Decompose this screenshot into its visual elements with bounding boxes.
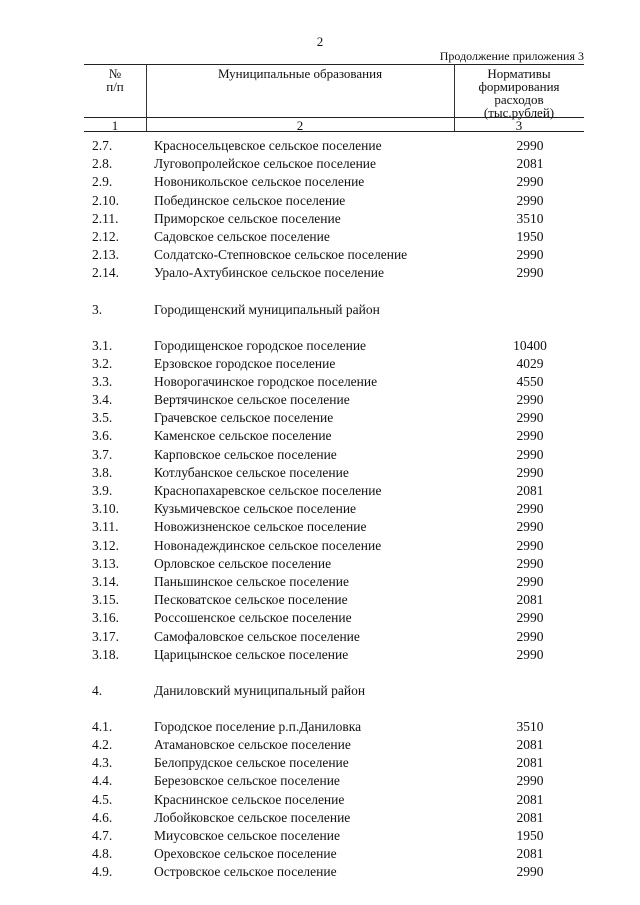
- table-row: [84, 609, 584, 627]
- row-number: 2.14.: [92, 265, 119, 281]
- row-name: Краснинское сельское поселение: [154, 791, 345, 807]
- row-value: 2081: [516, 791, 544, 807]
- row-number: 3.9.: [92, 483, 113, 498]
- table-row: [84, 718, 584, 736]
- row-name: Луговопролейское сельское поселение: [154, 156, 377, 172]
- header-num-3: 3: [515, 118, 523, 133]
- row-number: 4.1.: [92, 718, 113, 734]
- row-name: Городское поселение р.п.Даниловка: [154, 718, 362, 734]
- row-number: 3.12.: [92, 537, 119, 553]
- row-value: 2081: [516, 592, 544, 608]
- row-name: Грачевское сельское поселение: [154, 410, 334, 426]
- table-row: [84, 573, 584, 591]
- header-col-number-line2: п/п: [106, 79, 124, 94]
- table-row: [84, 628, 584, 646]
- table-row: [84, 264, 584, 282]
- row-number: 4.9.: [92, 864, 113, 880]
- row-name: Россошенское сельское поселение: [154, 610, 352, 626]
- row-value: 2990: [516, 864, 544, 880]
- row-number: 3.11.: [92, 519, 119, 535]
- row-name: Новожизненское сельское поселение: [154, 519, 367, 535]
- row-number: 4.7.: [92, 828, 113, 843]
- row-value: 2990: [516, 410, 544, 426]
- row-number: 2.10.: [92, 192, 119, 208]
- row-number: 4.3.: [92, 755, 113, 771]
- row-number: 4.5.: [92, 791, 113, 807]
- row-name: Новорогачинское городское поселение: [154, 373, 378, 389]
- row-name: Приморское сельское поселение: [154, 210, 341, 226]
- row-name: Красносельцевское сельское поселение: [154, 138, 382, 153]
- header-col-norms-line1: Нормативы: [487, 66, 551, 81]
- table-row: [84, 192, 584, 210]
- row-name: Миусовское сельское поселение: [154, 828, 340, 843]
- table-row: [84, 591, 584, 609]
- header-num-1: 1: [111, 118, 119, 133]
- table-row: [84, 537, 584, 555]
- row-number: 3.16.: [92, 610, 119, 626]
- row-number: 4.2.: [92, 737, 113, 753]
- table-row: [84, 754, 584, 772]
- section-name: Даниловский муниципальный район: [154, 682, 366, 698]
- row-value: 2990: [516, 192, 544, 208]
- row-name: Паньшинское сельское поселение: [154, 573, 349, 589]
- row-number: 3.3.: [92, 373, 113, 389]
- row-value: 2081: [516, 846, 544, 862]
- row-value: 2990: [516, 138, 544, 153]
- row-name: Самофаловское сельское поселение: [154, 628, 360, 644]
- row-name: Новоникольское сельское поселение: [154, 174, 365, 190]
- row-value: 2990: [516, 265, 544, 281]
- row-number: 3.2.: [92, 355, 113, 371]
- row-value: 2990: [516, 464, 544, 480]
- table-row: [84, 137, 584, 155]
- row-number: 3.8.: [92, 464, 113, 480]
- row-value: 2990: [516, 519, 544, 535]
- row-number: 3.7.: [92, 446, 113, 462]
- row-name: Белопрудское сельское поселение: [154, 755, 349, 771]
- section-number: 4.: [92, 682, 103, 698]
- row-value: 10400: [513, 337, 547, 353]
- section-spacer: [84, 283, 584, 295]
- row-number: 2.9.: [92, 174, 113, 190]
- row-value: 2990: [516, 646, 544, 662]
- table-row: [84, 246, 584, 264]
- table-row: [84, 555, 584, 573]
- row-number: 3.15.: [92, 592, 119, 608]
- row-number: 4.8.: [92, 846, 113, 862]
- table-row: [84, 863, 584, 881]
- row-name: Песковатское сельское поселение: [154, 592, 348, 608]
- section-spacer: [84, 664, 584, 676]
- header-col-norms-line3: расходов: [494, 92, 544, 107]
- row-name: Ерзовское городское поселение: [154, 355, 336, 371]
- table-header: [84, 64, 584, 132]
- row-value: 2990: [516, 555, 544, 571]
- row-name: Краснопахаревское сельское поселение: [154, 483, 382, 498]
- table-row: [84, 391, 584, 409]
- row-number: 3.10.: [92, 501, 119, 517]
- row-value: 2081: [516, 809, 544, 825]
- row-value: 2990: [516, 247, 544, 263]
- table-row: [84, 228, 584, 246]
- row-value: 1950: [516, 828, 544, 843]
- section-name: Городищенский муниципальный район: [154, 301, 380, 317]
- row-value: 3510: [516, 210, 544, 226]
- continuation-note: Продолжение приложения 3: [439, 49, 584, 63]
- table-row: [84, 173, 584, 191]
- table-row: [84, 155, 584, 173]
- row-value: 2081: [516, 156, 544, 172]
- row-value: 2990: [516, 501, 544, 517]
- row-name: Ореховское сельское поселение: [154, 846, 337, 862]
- row-value: 2081: [516, 755, 544, 771]
- row-name: Садовское сельское поселение: [154, 228, 330, 244]
- header-top-rule: [84, 64, 584, 65]
- row-value: 4029: [516, 355, 544, 371]
- row-number: 3.6.: [92, 428, 113, 444]
- table-body: [84, 137, 584, 882]
- row-number: 3.1.: [92, 337, 113, 353]
- table-row: [84, 464, 584, 482]
- row-value: 2990: [516, 392, 544, 408]
- row-name: Солдатско-Степновское сельское поселение: [154, 247, 408, 263]
- page-number: 2: [316, 34, 324, 49]
- section-heading: [84, 295, 584, 325]
- row-number: 3.17.: [92, 628, 119, 644]
- header-col-norms-line4: (тыс.рублей): [483, 105, 555, 120]
- row-name: Новонадеждинское сельское поселение: [154, 537, 382, 553]
- row-number: 3.4.: [92, 392, 113, 408]
- row-name: Атамановское сельское поселение: [154, 737, 351, 753]
- table-row: [84, 827, 584, 845]
- row-name: Лобойковское сельское поселение: [154, 809, 351, 825]
- row-number: 2.8.: [92, 156, 113, 172]
- row-number: 2.12.: [92, 228, 119, 244]
- header-col-number-line1: №: [108, 66, 122, 81]
- row-value: 2990: [516, 628, 544, 644]
- row-value: 2990: [516, 174, 544, 190]
- section-spacer: [84, 706, 584, 718]
- row-number: 3.14.: [92, 573, 119, 589]
- table-row: [84, 482, 584, 500]
- table-row: [84, 337, 584, 355]
- table-row: [84, 772, 584, 790]
- table-row: [84, 409, 584, 427]
- table-row: [84, 373, 584, 391]
- table-row: [84, 355, 584, 373]
- row-number: 2.13.: [92, 247, 119, 263]
- row-value: 2990: [516, 428, 544, 444]
- header-num-2: 2: [296, 118, 304, 133]
- row-name: Городищенское городское поселение: [154, 337, 367, 353]
- row-value: 2081: [516, 483, 544, 498]
- header-col-norms: [454, 67, 584, 119]
- row-name: Каменское сельское поселение: [154, 428, 332, 444]
- row-name: Вертячинское сельское поселение: [154, 392, 350, 408]
- table-row: [84, 791, 584, 809]
- row-number: 4.4.: [92, 773, 113, 789]
- table-row: [84, 427, 584, 445]
- row-number: 2.11.: [92, 210, 119, 226]
- section-spacer: [84, 325, 584, 337]
- table-row: [84, 500, 584, 518]
- header-col-municipality: Муниципальные образования: [217, 66, 383, 81]
- table-row: [84, 446, 584, 464]
- table-row: [84, 736, 584, 754]
- table-row: [84, 845, 584, 863]
- row-name: Карповское сельское поселение: [154, 446, 337, 462]
- table-row: [84, 210, 584, 228]
- table-row: [84, 809, 584, 827]
- row-value: 2081: [516, 737, 544, 753]
- row-value: 2990: [516, 446, 544, 462]
- row-name: Побединское сельское поселение: [154, 192, 346, 208]
- row-number: 3.18.: [92, 646, 119, 662]
- row-number: 3.13.: [92, 555, 119, 571]
- row-name: Урало-Ахтубинское сельское поселение: [154, 265, 384, 281]
- table-row: [84, 646, 584, 664]
- row-value: 2990: [516, 537, 544, 553]
- header-col-norms-line2: формирования: [478, 79, 560, 94]
- row-value: 3510: [516, 718, 544, 734]
- row-name: Орловское сельское поселение: [154, 555, 332, 571]
- row-value: 2990: [516, 773, 544, 789]
- row-number: 3.5.: [92, 410, 113, 426]
- section-number: 3.: [92, 301, 103, 317]
- row-name: Котлубанское сельское поселение: [154, 464, 349, 480]
- row-value: 2990: [516, 610, 544, 626]
- row-name: Кузьмичевское сельское поселение: [154, 501, 357, 517]
- row-value: 2990: [516, 573, 544, 589]
- row-name: Царицынское сельское поселение: [154, 646, 349, 662]
- header-col-number: [84, 67, 146, 93]
- table-row: [84, 518, 584, 536]
- row-name: Березовское сельское поселение: [154, 773, 340, 789]
- row-value: 1950: [516, 228, 544, 244]
- row-number: 2.7.: [92, 138, 113, 153]
- section-heading: [84, 676, 584, 706]
- row-value: 4550: [516, 373, 544, 389]
- row-name: Островское сельское поселение: [154, 864, 337, 880]
- row-number: 4.6.: [92, 809, 113, 825]
